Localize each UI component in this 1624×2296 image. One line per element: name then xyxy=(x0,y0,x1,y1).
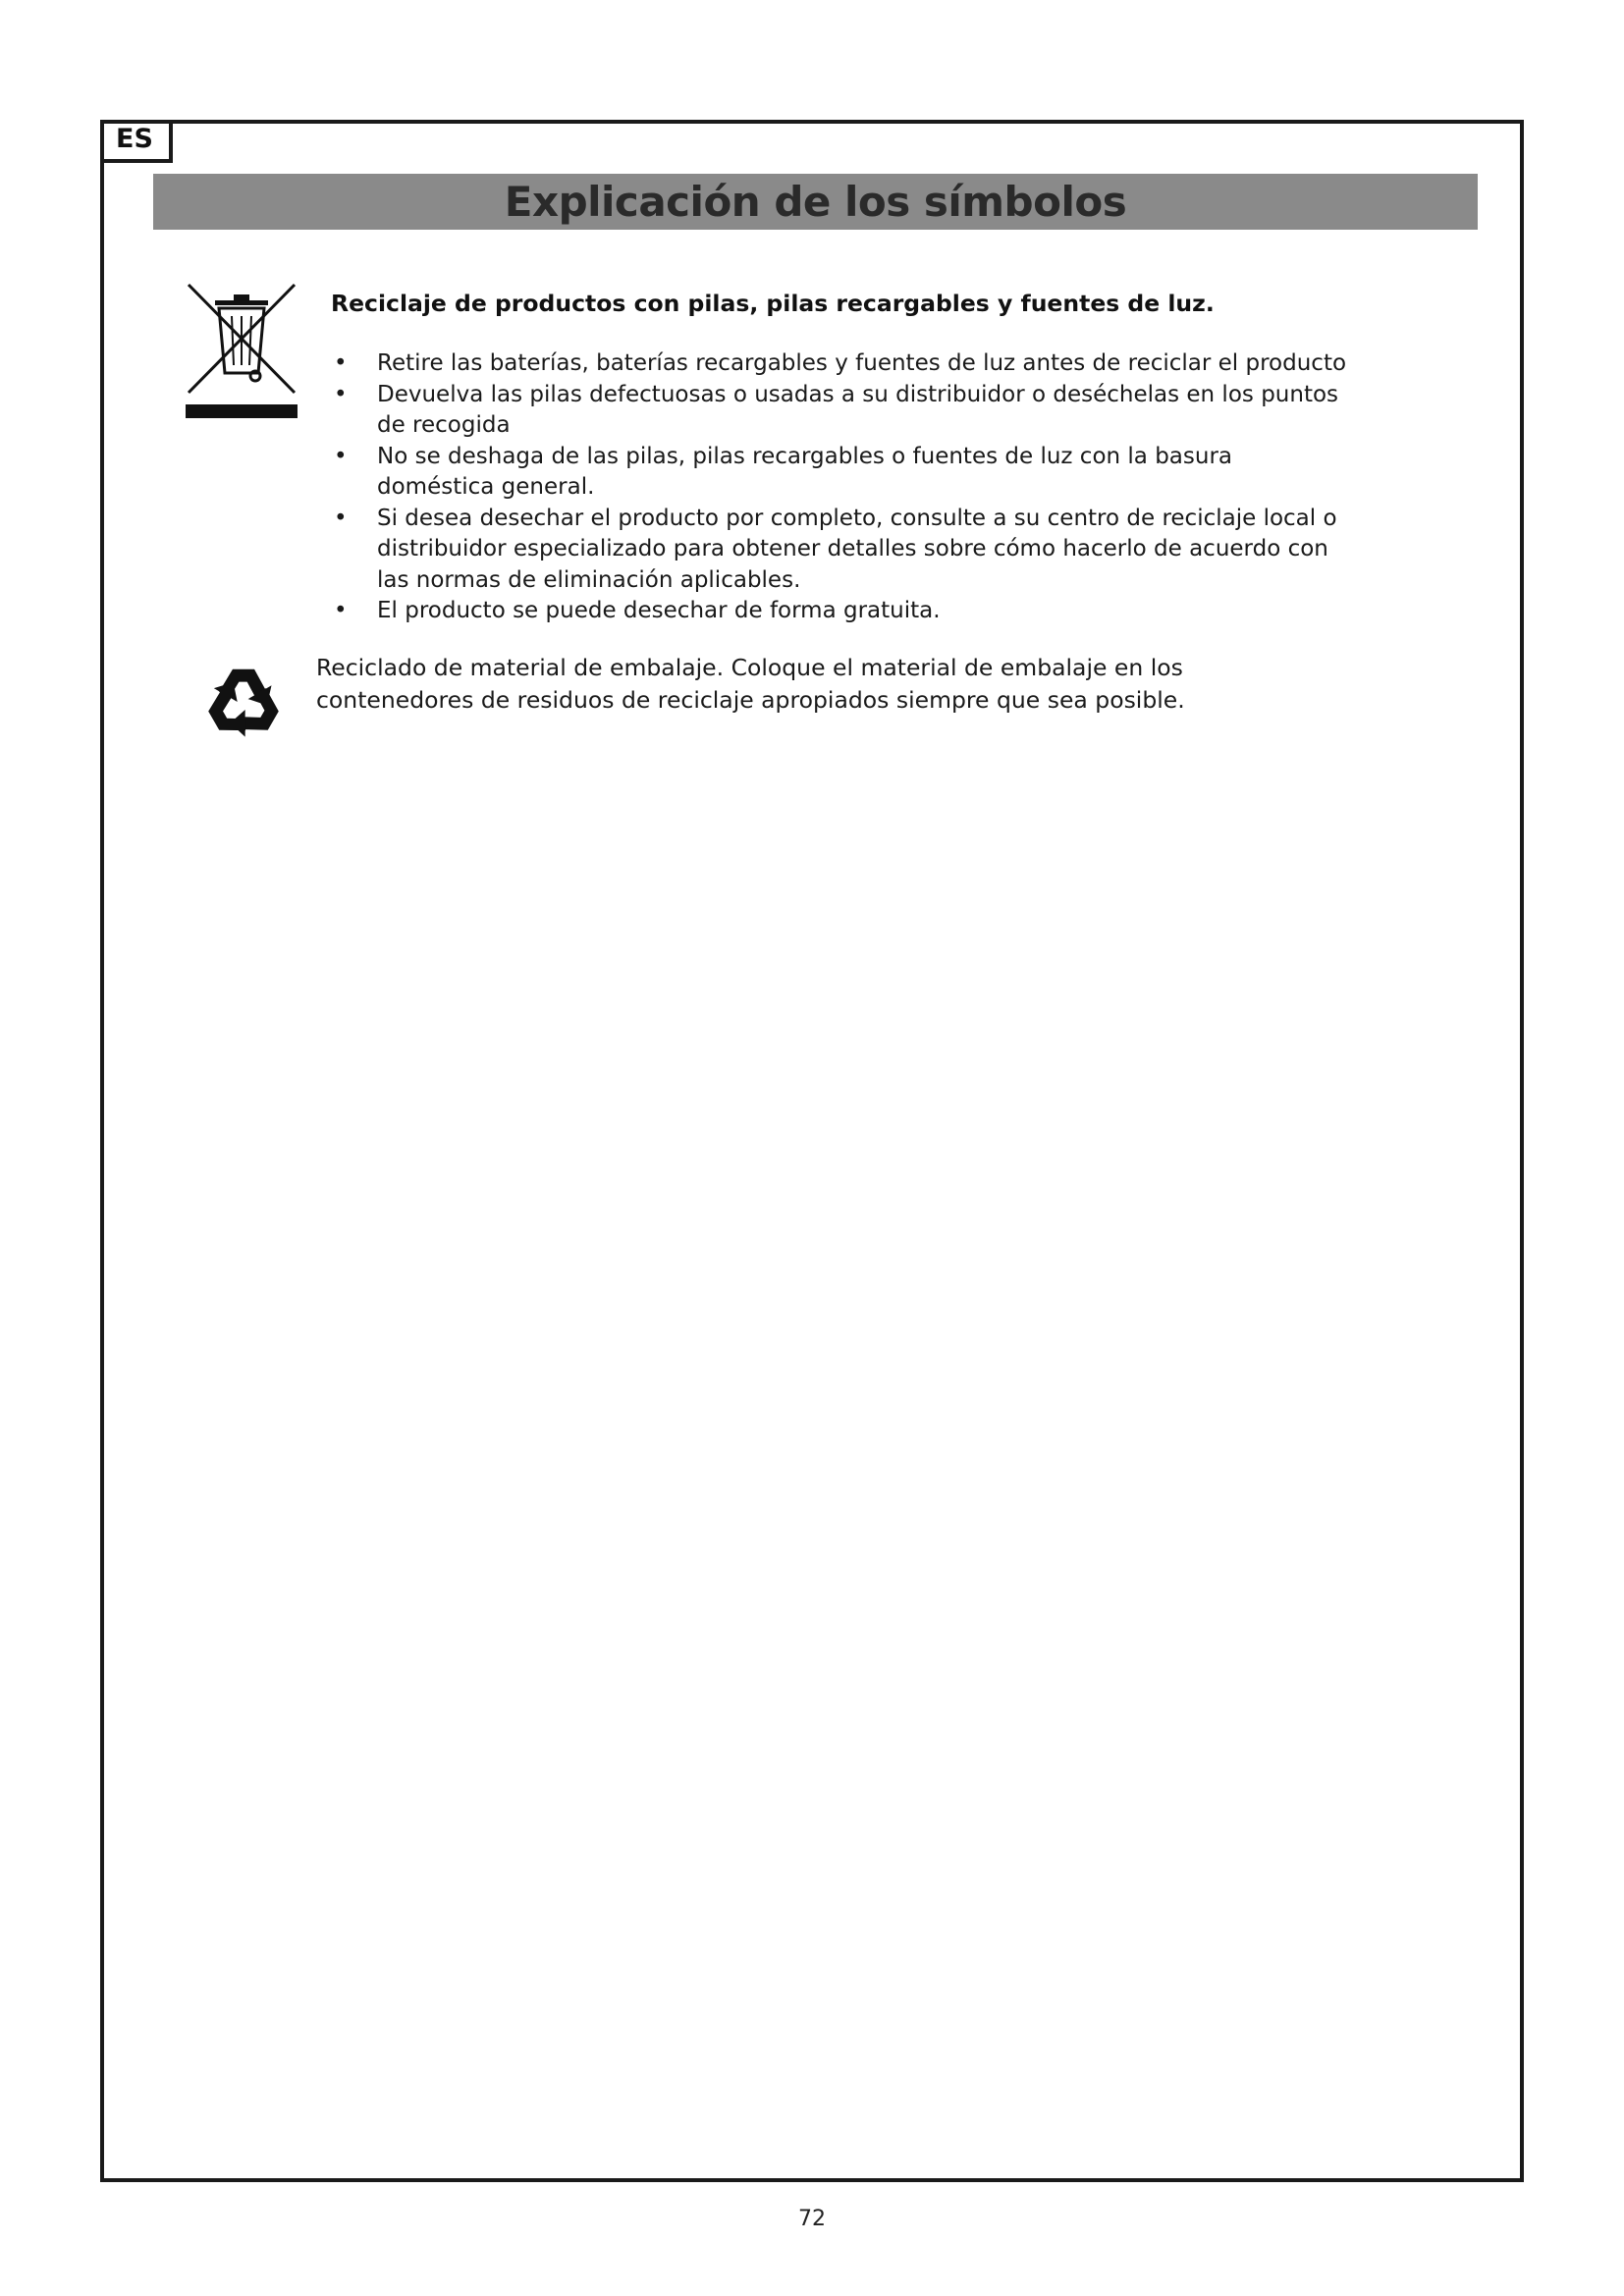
language-tag: ES xyxy=(100,120,173,163)
list-item: • El producto se puede desechar de forma gratuita. xyxy=(324,596,1355,627)
page-number: 72 xyxy=(798,2207,826,2231)
battery-section-heading: Reciclaje de productos con pilas, pilas recargables y fuentes de luz. xyxy=(331,290,1215,317)
list-item: • No se deshaga de las pilas, pilas recargables o fuentes de luz con la basura doméstica general. xyxy=(324,442,1355,504)
list-item: • Devuelva las pilas defectuosas o usadas a su distribuidor o deséchelas en los puntos de recogida xyxy=(324,380,1355,442)
list-item: • Si desea desechar el producto por completo, consulte a su centro de reciclaje local o distribuidor especializado para obtener detalles sobre cómo hacerlo de acuerdo con las normas de eliminación aplicables. xyxy=(324,504,1355,597)
battery-bullet-list xyxy=(324,348,1355,627)
title-bar xyxy=(153,174,1478,230)
packaging-recycling-text: Reciclado de material de embalaje. Coloque el material de embalaje en los contenedores de residuos de reciclaje apropiados siempre que sea posible. xyxy=(316,654,1185,714)
page-title: Explicación de los símbolos xyxy=(504,178,1127,226)
recycle-icon xyxy=(198,655,289,745)
list-item: • Retire las baterías, baterías recargables y fuentes de luz antes de reciclar el producto xyxy=(324,348,1355,380)
crossed-out-wheelie-bin-icon xyxy=(183,283,300,422)
